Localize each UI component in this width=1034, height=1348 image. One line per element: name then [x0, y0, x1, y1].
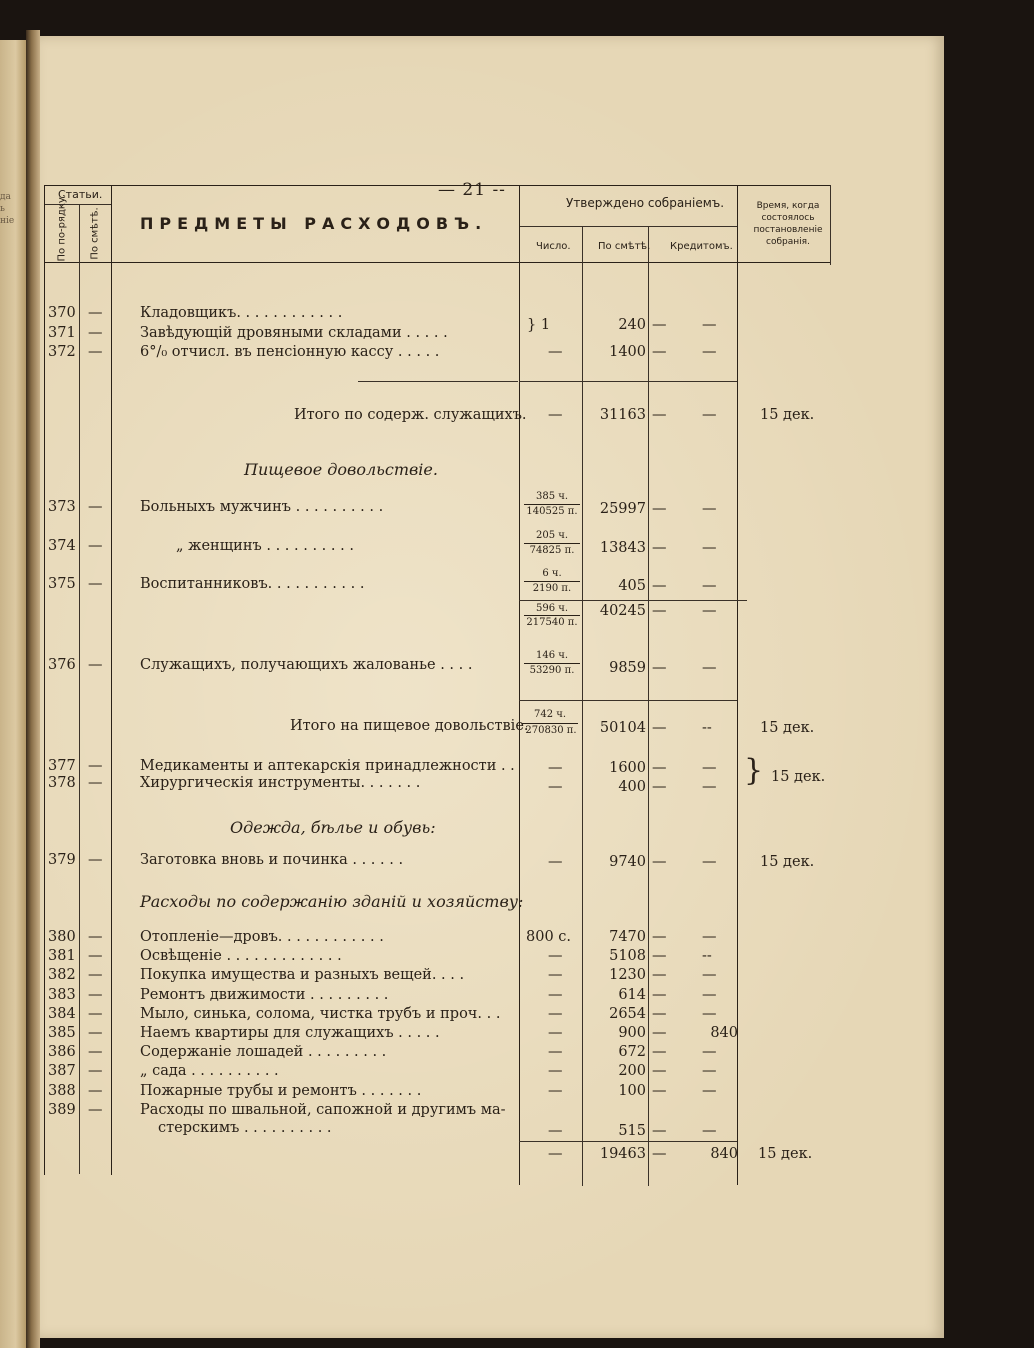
- total-kredit: 840: [710, 1146, 738, 1162]
- row-number: 385: [48, 1025, 76, 1041]
- book-gutter: [26, 30, 40, 1348]
- subtotal-kredit: —: [702, 603, 717, 619]
- row-dash: —: [652, 1006, 667, 1022]
- row-dash: —: [652, 987, 667, 1003]
- row-kredit: —: [702, 967, 717, 983]
- row-smeta: 9740: [609, 854, 646, 870]
- row-name: Мыло, синька, солома, чистка трубъ и проч. . .: [140, 1006, 501, 1022]
- header-po-smete-col: По смѣтѣ.: [598, 241, 651, 252]
- row-dash: —: [652, 1044, 667, 1060]
- row-number: 381: [48, 948, 76, 964]
- subtotal-portions: 217540 п.: [526, 617, 578, 628]
- row-smeta-number: —: [88, 657, 103, 673]
- row-number: 380: [48, 929, 76, 945]
- row-chislo-portions: 53290 п.: [529, 665, 575, 676]
- row-chislo: —: [548, 779, 563, 795]
- row-smeta: 7470: [609, 929, 646, 945]
- row-name: Пожарные трубы и ремонтъ . . . . . . .: [140, 1083, 422, 1099]
- row-smeta-number: —: [88, 1083, 103, 1099]
- row-kredit: —: [702, 660, 717, 676]
- row-kredit: —: [702, 1006, 717, 1022]
- row-kredit: —: [702, 987, 717, 1003]
- row-dash: —: [652, 1025, 667, 1041]
- row-kredit: —: [702, 929, 717, 945]
- row-kredit: —: [702, 1083, 717, 1099]
- subtotal-kredit: --: [702, 720, 712, 736]
- row-dash: —: [652, 603, 667, 619]
- row-smeta-number: —: [88, 758, 103, 774]
- row-smeta: 400: [618, 779, 646, 795]
- row-smeta-number: —: [88, 1063, 103, 1079]
- left-fragment: ніе: [0, 216, 15, 226]
- row-name: стерскимъ . . . . . . . . . .: [158, 1120, 332, 1136]
- section-heading-food: Пищевое довольствіе.: [244, 460, 438, 479]
- subtotal-label: Итого по содерж. служащихъ.: [294, 407, 527, 423]
- row-chislo-portions: 2190 п.: [532, 583, 572, 594]
- row-smeta: 1600: [609, 760, 646, 776]
- subtotal-persons: 596 ч.: [535, 603, 569, 614]
- row-smeta: 240: [618, 317, 646, 333]
- row-smeta-number: —: [88, 305, 103, 321]
- left-page-edge: [0, 40, 26, 1348]
- section-heading-clothes: Одежда, бѣлье и обувь:: [230, 818, 436, 837]
- row-dash: —: [652, 779, 667, 795]
- row-kredit: —: [702, 779, 717, 795]
- row-name: „ женщинъ . . . . . . . . . .: [176, 538, 354, 554]
- total-time: 15 дек.: [758, 1146, 813, 1162]
- row-smeta-number: —: [88, 948, 103, 964]
- row-dash: —: [652, 967, 667, 983]
- row-kredit: —: [702, 1044, 717, 1060]
- row-smeta: 200: [618, 1063, 646, 1079]
- row-name: Ремонтъ движимости . . . . . . . . .: [140, 987, 389, 1003]
- page-number: — 21 --: [438, 180, 506, 200]
- row-number: 388: [48, 1083, 76, 1099]
- row-chislo-persons: 205 ч.: [535, 530, 569, 541]
- med-time: 15 дек.: [771, 769, 826, 785]
- row-number: 375: [48, 576, 76, 592]
- row-smeta: 672: [618, 1044, 646, 1060]
- row-name: Кладовщикъ. . . . . . . . . . . .: [140, 305, 343, 321]
- section-heading-houses: Расходы по содержанію зданій и хозяйству:: [140, 892, 524, 911]
- row-smeta-number: —: [88, 775, 103, 791]
- header-kreditom: Кредитомъ.: [670, 241, 733, 252]
- row-name: Воспитанниковъ. . . . . . . . . . .: [140, 576, 365, 592]
- header-stati: Статьи.: [58, 188, 103, 201]
- row-dash: —: [652, 540, 667, 556]
- row-smeta: 25997: [599, 501, 646, 517]
- brace-icon: }: [744, 753, 764, 788]
- row-chislo: —: [548, 1006, 563, 1022]
- row-name: Завѣдующій дровяными складами . . . . .: [140, 325, 448, 341]
- row-smeta-number: —: [88, 538, 103, 554]
- row-chislo-portions: 74825 п.: [529, 545, 575, 556]
- left-fragment: да: [0, 192, 11, 202]
- row-chislo: —: [548, 987, 563, 1003]
- row-smeta-number: —: [88, 325, 103, 341]
- row-kredit: —: [702, 540, 717, 556]
- row-chislo-persons: 146 ч.: [535, 650, 569, 661]
- header-po-smete: По смѣтѣ.: [89, 207, 101, 260]
- subtotal-chislo: —: [548, 407, 563, 423]
- row-number: 389: [48, 1102, 76, 1118]
- subtotal-persons: 742 ч.: [533, 709, 567, 720]
- row-dash: —: [652, 720, 667, 736]
- row-smeta: 13843: [599, 540, 646, 556]
- row-number: 387: [48, 1063, 76, 1079]
- row-chislo: } 1: [527, 317, 551, 333]
- row-name: Отопленіе—дровъ. . . . . . . . . . . .: [140, 929, 384, 945]
- row-dash: —: [652, 948, 667, 964]
- row-chislo-persons: 6 ч.: [542, 568, 562, 579]
- subtotal-smeta: 31163: [599, 407, 646, 423]
- row-smeta-number: —: [88, 1025, 103, 1041]
- row-chislo: 800 с.: [526, 929, 572, 945]
- row-chislo: —: [548, 854, 563, 870]
- row-smeta-number: —: [88, 987, 103, 1003]
- row-name: Заготовка вновь и починка . . . . . .: [140, 852, 404, 868]
- row-chislo: —: [548, 344, 563, 360]
- row-smeta-number: —: [88, 967, 103, 983]
- total-smeta: 19463: [599, 1146, 646, 1162]
- row-chislo-portions: 140525 п.: [526, 506, 578, 517]
- row-kredit: —: [702, 344, 717, 360]
- row-chislo: —: [548, 1063, 563, 1079]
- row-smeta-number: —: [88, 576, 103, 592]
- row-dash: —: [652, 1123, 667, 1139]
- row-chislo: —: [548, 1083, 563, 1099]
- row-smeta: 100: [618, 1083, 646, 1099]
- row-number: 382: [48, 967, 76, 983]
- total-chislo: —: [548, 1146, 563, 1162]
- row-chislo: —: [548, 967, 563, 983]
- subtotal-smeta: 50104: [599, 720, 646, 736]
- row-smeta-number: —: [88, 499, 103, 515]
- row-smeta: 2654: [609, 1006, 646, 1022]
- row-kredit: —: [702, 501, 717, 517]
- row-name: Содержаніе лошадей . . . . . . . . .: [140, 1044, 387, 1060]
- subtotal-smeta: 40245: [599, 603, 646, 619]
- row-number: 370: [48, 305, 76, 321]
- row-kredit: --: [702, 948, 712, 964]
- row-name: Наемъ квартиры для служащихъ . . . . .: [140, 1025, 440, 1041]
- row-chislo: —: [548, 1025, 563, 1041]
- row-smeta-number: —: [88, 852, 103, 868]
- row-name: Освѣщеніе . . . . . . . . . . . . .: [140, 948, 342, 964]
- row-number: 371: [48, 325, 76, 341]
- header-vremya: Время, когда состоялось постановленіе собранія.: [753, 201, 823, 247]
- row-name: Расходы по швальной, сапожной и другимъ ма-: [140, 1102, 506, 1118]
- row-dash: —: [652, 660, 667, 676]
- row-number: 379: [48, 852, 76, 868]
- header-approved: Утверждено собраніемъ.: [566, 196, 725, 210]
- row-smeta: 1230: [609, 967, 646, 983]
- row-dash: —: [652, 317, 667, 333]
- row-name: Больныхъ мужчинъ . . . . . . . . . .: [140, 499, 384, 515]
- row-name: Служащихъ, получающихъ жалованье . . . .: [140, 657, 473, 673]
- row-smeta: 1400: [609, 344, 646, 360]
- row-smeta-number: —: [88, 344, 103, 360]
- row-dash: —: [652, 854, 667, 870]
- row-name: Медикаменты и аптекарскія принадлежности . .: [140, 758, 515, 774]
- row-number: 377: [48, 758, 76, 774]
- row-kredit: 840: [710, 1025, 738, 1041]
- subtotal-time: 15 дек.: [760, 407, 815, 423]
- header-po-poryadku: По по-рядку.: [56, 194, 68, 262]
- row-smeta-number: —: [88, 929, 103, 945]
- subtotal-time: 15 дек.: [760, 720, 815, 736]
- row-chislo-persons: 385 ч.: [535, 491, 569, 502]
- left-fragment: ь: [0, 204, 5, 214]
- row-kredit: —: [702, 317, 717, 333]
- row-dash: —: [652, 578, 667, 594]
- row-kredit: —: [702, 854, 717, 870]
- row-kredit: —: [702, 1063, 717, 1079]
- row-dash: —: [652, 1083, 667, 1099]
- row-smeta: 9859: [609, 660, 646, 676]
- row-chislo: —: [548, 1123, 563, 1139]
- row-dash: —: [652, 501, 667, 517]
- subtotal-portions: 270830 п.: [525, 725, 577, 736]
- row-chislo: —: [548, 948, 563, 964]
- header-title: ПРЕДМЕТЫ РАСХОДОВЪ.: [140, 214, 488, 233]
- row-dash: —: [652, 929, 667, 945]
- row-chislo: —: [548, 1044, 563, 1060]
- subtotal-kredit: —: [702, 407, 717, 423]
- row-number: 384: [48, 1006, 76, 1022]
- row-name: „ сада . . . . . . . . . .: [140, 1063, 279, 1079]
- row-number: 372: [48, 344, 76, 360]
- row-number: 376: [48, 657, 76, 673]
- row-name: Хирургическія инструменты. . . . . . .: [140, 775, 421, 791]
- subtotal-label: Итого на пищевое довольствіе.: [290, 718, 529, 734]
- row-kredit: —: [702, 760, 717, 776]
- row-smeta: 405: [618, 578, 646, 594]
- row-name: Покупка имущества и разныхъ вещей. . . .: [140, 967, 465, 983]
- row-number: 374: [48, 538, 76, 554]
- row-kredit: —: [702, 1123, 717, 1139]
- row-smeta: 5108: [609, 948, 646, 964]
- row-smeta: 900: [618, 1025, 646, 1041]
- row-smeta-number: —: [88, 1006, 103, 1022]
- row-number: 373: [48, 499, 76, 515]
- row-name: 6°/₀ отчисл. въ пенсіонную кассу . . . . .: [140, 344, 440, 360]
- row-number: 386: [48, 1044, 76, 1060]
- row-smeta: 614: [618, 987, 646, 1003]
- header-chislo: Число.: [536, 241, 571, 252]
- row-dash: —: [652, 407, 667, 423]
- row-smeta: 515: [618, 1123, 646, 1139]
- row-smeta-number: —: [88, 1102, 103, 1118]
- row-smeta-number: —: [88, 1044, 103, 1060]
- row-dash: —: [652, 1146, 667, 1162]
- row-kredit: —: [702, 578, 717, 594]
- row-dash: —: [652, 344, 667, 360]
- row-dash: —: [652, 1063, 667, 1079]
- row-time: 15 дек.: [760, 854, 815, 870]
- row-dash: —: [652, 760, 667, 776]
- row-number: 383: [48, 987, 76, 1003]
- row-chislo: —: [548, 760, 563, 776]
- row-number: 378: [48, 775, 76, 791]
